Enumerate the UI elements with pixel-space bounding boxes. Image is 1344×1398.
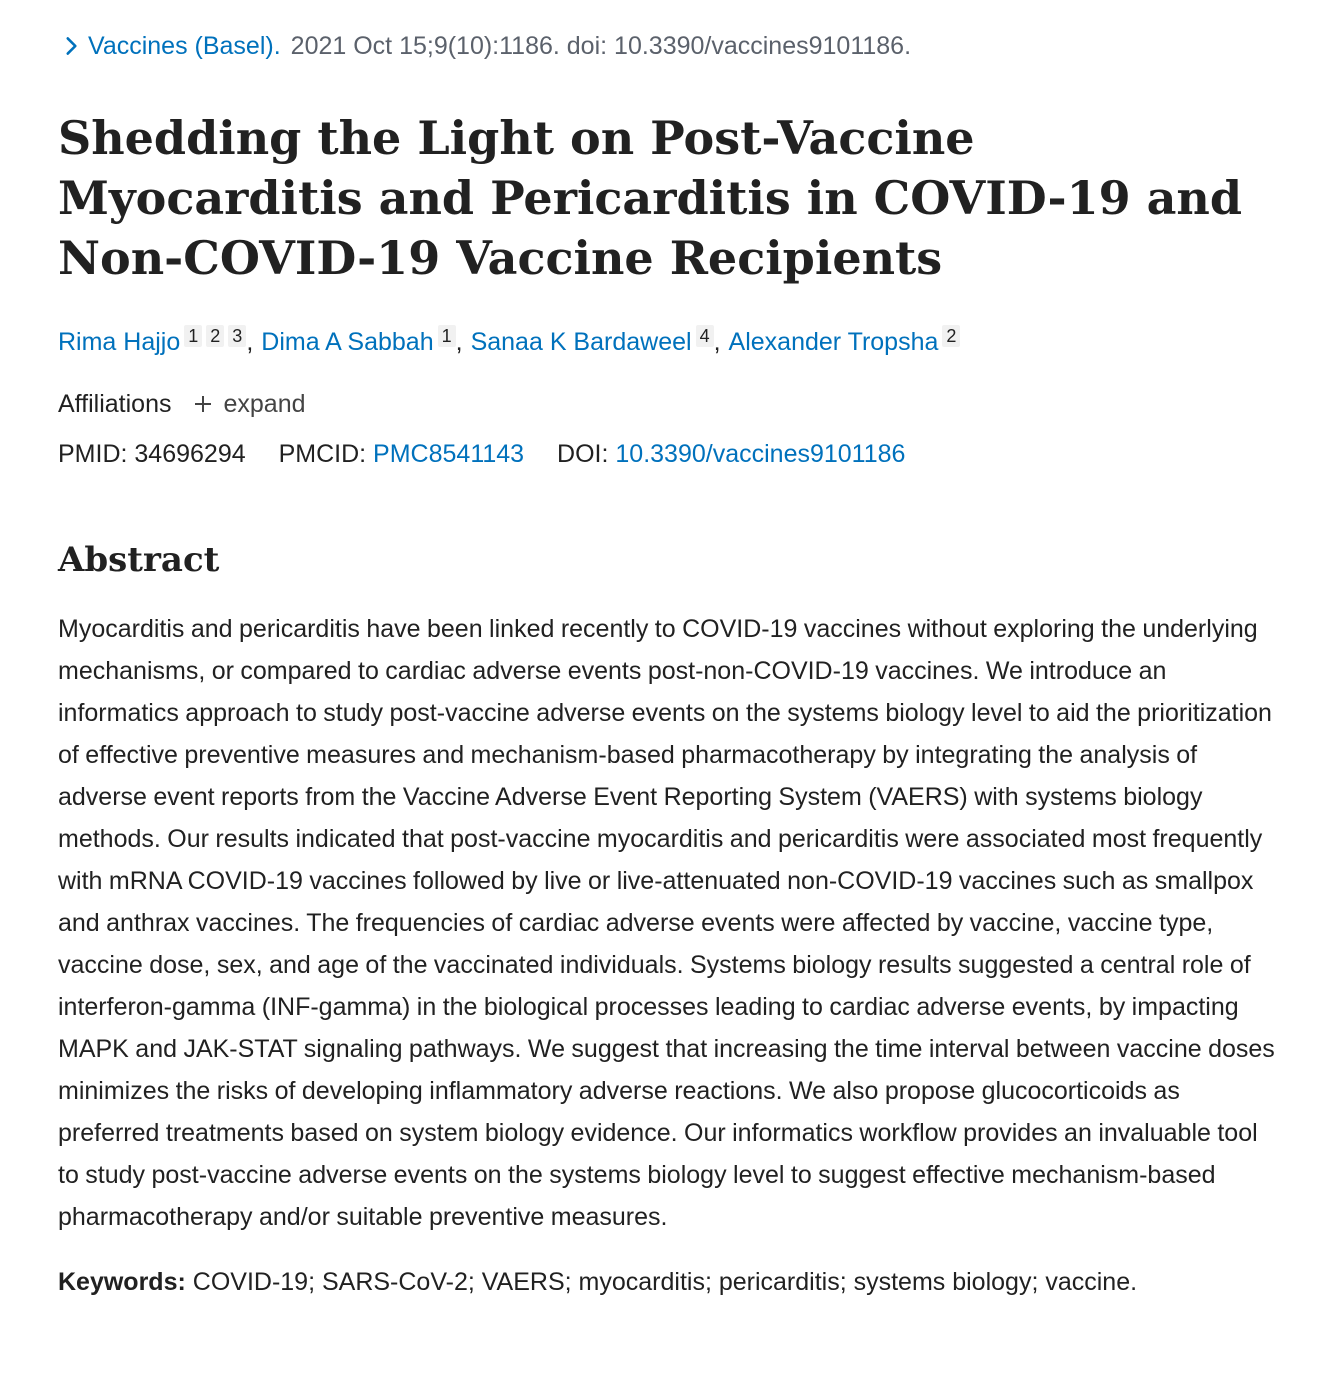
citation-line: [58, 28, 1288, 64]
affiliations-row: [58, 386, 1288, 422]
expand-label: expand: [223, 390, 306, 418]
pmid-label: PMID:: [58, 440, 128, 468]
article-title: Shedding the Light on Post-Vaccine Myocarditis and Pericarditis in COVID-19 and Non-COVID-19 Vaccine Recipients: [58, 111, 1243, 285]
journal-link[interactable]: Vaccines (Basel).: [88, 32, 281, 60]
author-link[interactable]: Rima Hajjo: [58, 328, 181, 356]
abstract-text: Myocarditis and pericarditis have been linked recently to COVID-19 vaccines without exploring the underlying mechanisms, or compared to cardiac adverse events post-non-COVID-19 vaccines. We introduce an informatics approach to study post-vaccine adverse events on the systems biology level to aid the prioritization of effective preventive measures and mechanism-based pharmacotherapy by integrating the analysis of adverse event reports from the Vaccine Adverse Event Reporting System (VAERS) with systems biology methods. Our results indicated that post-vaccine myocarditis and pericarditis were associated most frequently with mRNA COVID-19 vaccines followed by live or live-attenuated non-COVID-19 vaccines such as smallpox and anthrax vaccines. The frequencies of cardiac adverse events were affected by vaccine, vaccine type, vaccine dose, sex, and age of the vaccinated individuals. Systems biology results suggested a central role of interferon-gamma (INF-gamma) in the biological processes leading to cardiac adverse events, by impacting MAPK and JAK-STAT signaling pathways. We suggest that increasing the time interval between vaccine doses minimizes the risks of developing inflammatory adverse reactions. We also propose glucocorticoids as preferred treatments based on system biology evidence. Our informatics workflow provides an invaluable tool to study post-vaccine adverse events on the systems biology level to suggest effective mechanism-based pharmacotherapy and/or suitable preventive measures.: [58, 615, 1275, 1231]
affiliation-ref[interactable]: 1: [438, 325, 456, 347]
affiliation-ref[interactable]: 1: [184, 325, 202, 347]
keywords-label: Keywords:: [58, 1268, 186, 1296]
identifiers-row: [58, 436, 1288, 472]
author-link[interactable]: Dima A Sabbah: [261, 328, 434, 356]
affiliation-ref[interactable]: 4: [696, 325, 714, 347]
affiliation-ref[interactable]: 3: [228, 325, 246, 347]
affiliations-label: Affiliations: [58, 390, 172, 418]
affiliation-ref[interactable]: 2: [206, 325, 224, 347]
abstract-heading: Abstract: [58, 540, 220, 580]
pmcid-label: PMCID:: [278, 440, 367, 468]
author-link[interactable]: Sanaa K Bardaweel: [470, 328, 692, 356]
affiliation-ref[interactable]: 2: [942, 325, 960, 347]
expand-affiliations-button[interactable]: [192, 386, 306, 422]
keywords-list: COVID-19; SARS-CoV-2; VAERS; myocarditis; pericarditis; systems biology; vaccine.: [192, 1268, 1138, 1296]
author-separator: ,: [246, 328, 254, 356]
author-link[interactable]: Alexander Tropsha: [728, 328, 939, 356]
plus-icon: [192, 393, 214, 415]
author-separator: ,: [713, 328, 721, 356]
author-list: [58, 324, 1288, 360]
pmcid-link[interactable]: PMC8541143: [373, 440, 525, 468]
doi-link[interactable]: 10.3390/vaccines9101186: [615, 440, 906, 468]
author-separator: ,: [455, 328, 463, 356]
chevron-right-icon[interactable]: [58, 33, 84, 59]
keywords-row: [58, 1264, 1288, 1300]
doi-label: DOI:: [557, 440, 609, 468]
citation-details: 2021 Oct 15;9(10):1186. doi: 10.3390/vaccines9101186.: [290, 32, 912, 60]
pmid-value: 34696294: [134, 440, 246, 468]
article-page: [58, 28, 1288, 1300]
